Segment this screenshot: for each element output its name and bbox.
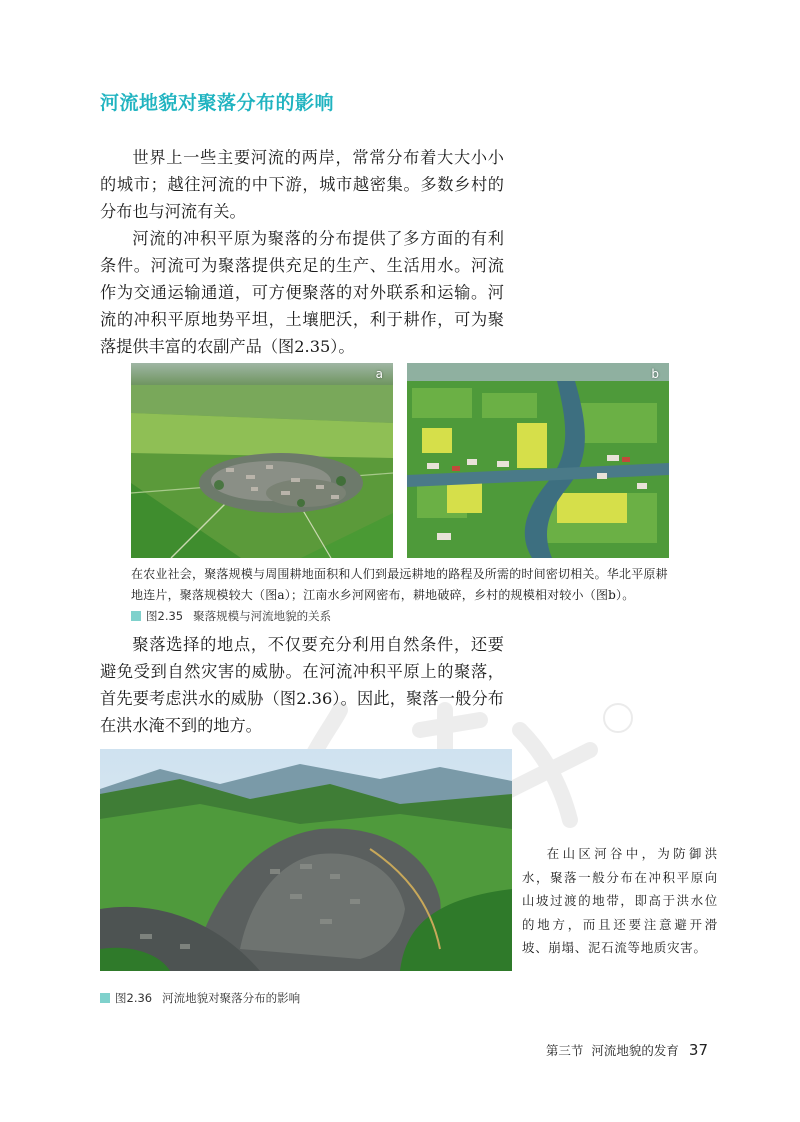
paragraph-2: 河流的冲积平原为聚落的分布提供了多方面的有利条件。河流可为聚落提供充足的生产、生活用水。河流作为交通运输通道，可方便聚落的对外联系和运输。河流的冲积平原地势平坦，土壤肥沃，利于耕作，可为聚落提供丰富的农副产品（图2.35）。 <box>100 229 504 356</box>
page-number: 37 <box>688 1041 708 1059</box>
caption-marker <box>100 993 110 1003</box>
section-title: 河流地貌对聚落分布的影响 <box>100 92 335 114</box>
photo-north-china-plain <box>131 363 393 558</box>
figure-number: 图2.35 <box>146 609 184 623</box>
photo-b-letter: b <box>651 367 659 381</box>
figure-2-35-caption <box>131 608 331 624</box>
page-footer <box>546 1041 708 1059</box>
figure-2-36-side-note: 在山区河谷中，为防御洪水，聚落一般分布在冲积平原向山坡过渡的地带，即高于洪水位的地方，而且还要注意避开滑坡、崩塌、泥石流等地质灾害。 <box>522 846 718 955</box>
figure-caption-text: 河流地貌对聚落分布的影响 <box>162 991 301 1005</box>
photo-a-letter: a <box>375 367 383 381</box>
figure-2-35-note: 在农业社会，聚落规模与周围耕地面积和人们到最远耕地的路程及所需的时间密切相关。华北平原耕地连片，聚落规模较大（图a）；江南水乡河网密布，耕地破碎，乡村的规模相对较小（图b）。 <box>131 567 668 602</box>
photo-jiangnan-water-town <box>407 363 669 558</box>
paragraph-3: 聚落选择的地点，不仅要充分利用自然条件，还要避免受到自然灾害的威胁。在河流冲积平原上的聚落，首先要考虑洪水的威胁（图2.36）。因此，聚落一般分布在洪水淹不到的地方。 <box>100 635 504 735</box>
footer-section: 第三节 <box>545 1043 584 1058</box>
figure-caption-text: 聚落规模与河流地貌的关系 <box>193 609 332 623</box>
figure-number: 图2.36 <box>115 991 153 1005</box>
photo-mountain-valley-village <box>100 749 512 971</box>
caption-marker <box>131 611 141 621</box>
figure-2-36-caption <box>100 990 300 1006</box>
footer-chapter: 河流地貌的发育 <box>591 1043 679 1058</box>
paragraph-1: 世界上一些主要河流的两岸，常常分布着大大小小的城市；越往河流的中下游，城市越密集。多数乡村的分布也与河流有关。 <box>100 148 504 221</box>
